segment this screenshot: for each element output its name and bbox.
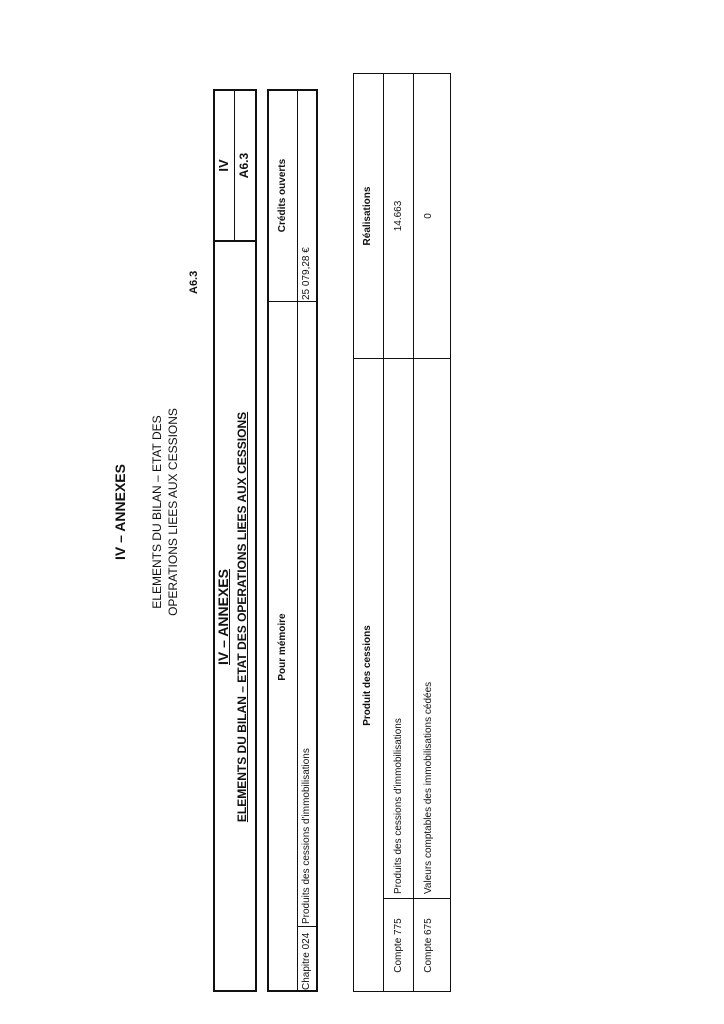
- page-subtitle-line1: ELEMENTS DU BILAN – ETAT DES: [150, 415, 164, 609]
- header-box-subtitle: ELEMENTS DU BILAN – ETAT DES OPERATIONS LIEES AUX CESSIONS: [235, 411, 249, 823]
- cessions-header-realisations: Réalisations: [362, 186, 373, 246]
- cessions-header-produit: Produit des cessions: [362, 625, 373, 726]
- memo-row-label: Produits des cessions d'immobilisations: [301, 748, 312, 924]
- page-ref: A6.3: [188, 270, 200, 294]
- header-box-code-top: IV: [216, 159, 231, 172]
- header-box-title: IV – ANNEXES: [215, 569, 231, 665]
- memo-header-credits: Crédits ouverts: [277, 158, 288, 233]
- cessions-row-account: Compte 675: [423, 918, 434, 973]
- memo-header-memo: Pour mémoire: [277, 613, 288, 681]
- cessions-row-label: Produits des cessions d'immobilisations: [393, 718, 404, 894]
- page-title: IV – ANNEXES: [112, 464, 128, 560]
- cessions-row-value: 14.663: [393, 200, 404, 232]
- cessions-row-account: Compte 775: [393, 918, 404, 973]
- memo-row-amount: 25 079,28 €: [301, 247, 312, 300]
- header-box-code-bottom: A6.3: [237, 152, 251, 179]
- cessions-row-value: 0: [423, 213, 434, 219]
- memo-row-chapter: Chapitre 024: [301, 932, 312, 990]
- page-subtitle-line2: OPERATIONS LIEES AUX CESSIONS: [166, 408, 180, 616]
- cessions-row-label: Valeurs comptables des immobilisations cédées: [423, 681, 434, 894]
